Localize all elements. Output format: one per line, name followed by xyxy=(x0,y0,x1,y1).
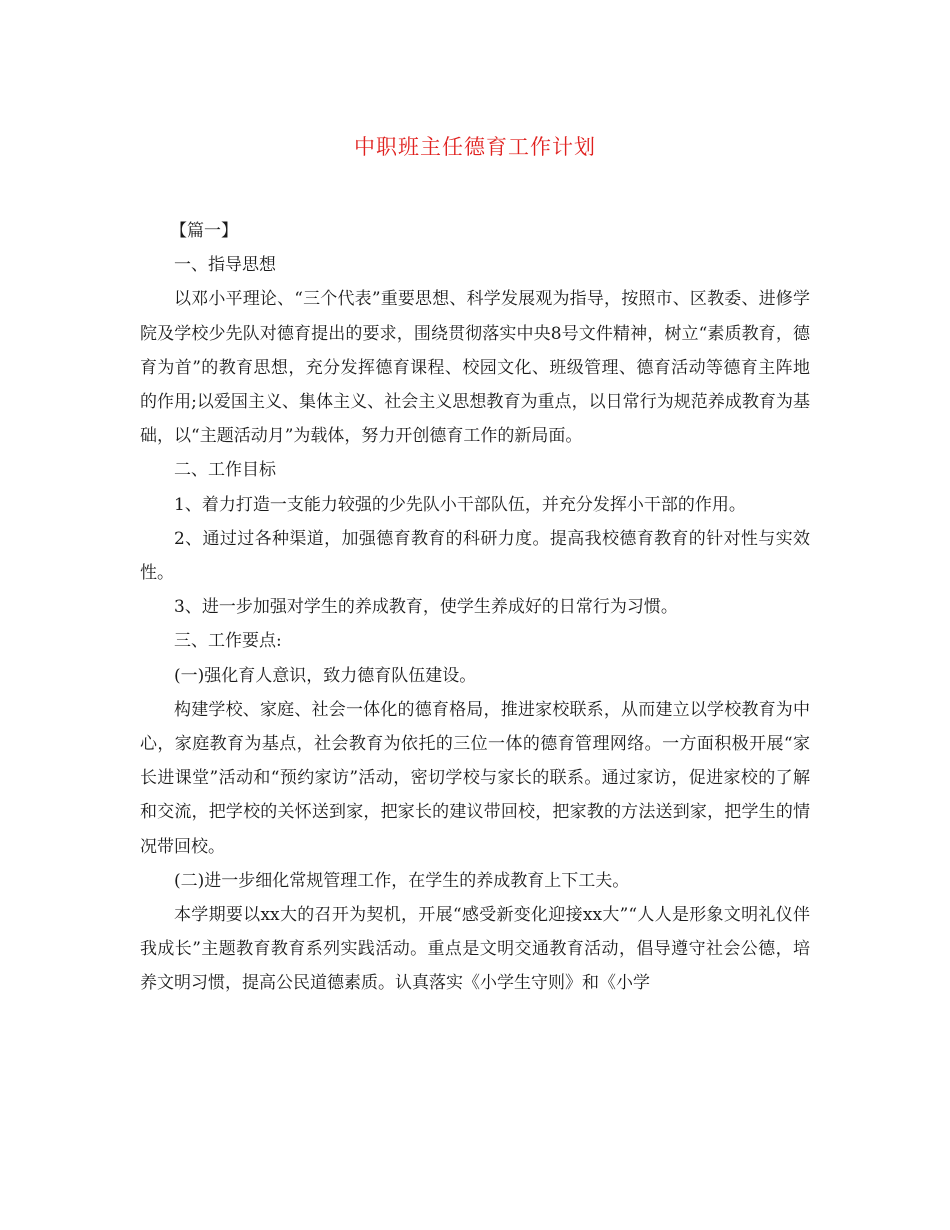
goal-item-2: 2、通过过各种渠道，加强德育教育的科研力度。提高我校德育教育的针对性与实效性。 xyxy=(140,528,810,584)
heading-work-points: 三、工作要点: xyxy=(174,631,282,652)
document-title: 中职班主任德育工作计划 xyxy=(354,135,596,159)
heading-work-goals: 二、工作目标 xyxy=(174,460,276,481)
subheading-point-2: (二)进一步细化常规管理工作，在学生的养成教育上下工夫。 xyxy=(174,870,630,891)
heading-guiding-ideology: 一、指导思想 xyxy=(174,255,276,276)
goal-item-1: 1、着力打造一支能力较强的少先队小干部队伍，并充分发挥小干部的作用。 xyxy=(174,494,746,515)
section-label: 【篇一】 xyxy=(170,221,238,241)
goal-item-3: 3、进一步加强对学生的养成教育，使学生养成好的日常行为习惯。 xyxy=(174,597,678,618)
paragraph-guiding-ideology: 以邓小平理论、“三个代表”重要思想、科学发展观为指导，按照市、区教委、进修学院及学校少先队对德育提出的要求，围绕贯彻落实中央8号文件精神，树立“素质教育，德育为首”的教育思想，充分发挥德育课程、校园文化、班级管理、德育活动等德育主阵地的作用;以爱国主义、集体主义、社会主义思想教育为重点，以日常行为规范养成教育为基础，以“主题活动月”为载体，努力开创德育工作的新局面。 xyxy=(140,289,810,447)
paragraph-point-1: 构建学校、家庭、社会一体化的德育格局，推进家校联系，从而建立以学校教育为中心，家庭教育为基点，社会教育为依托的三位一体的德育管理网络。一方面积极开展“家长进课堂”活动和“预约家访”活动，密切学校与家长的联系。通过家访，促进家校的了解和交流，把学校的关怀送到家，把家长的建议带回校，把家教的方法送到家，把学生的情况带回校。 xyxy=(140,699,810,857)
document-body xyxy=(140,214,810,1001)
paragraph-point-2: 本学期要以xx大的召开为契机，开展“感受新变化迎接xx大”“人人是形象文明礼仪伴我成长”主题教育教育系列实践活动。重点是文明交通教育活动，倡导遵守社会公德，培养文明习惯，提高公民道德素质。认真落实《小学生守则》和《小学 xyxy=(140,905,810,994)
subheading-point-1: (一)强化育人意识，致力德育队伍建设。 xyxy=(174,665,477,686)
